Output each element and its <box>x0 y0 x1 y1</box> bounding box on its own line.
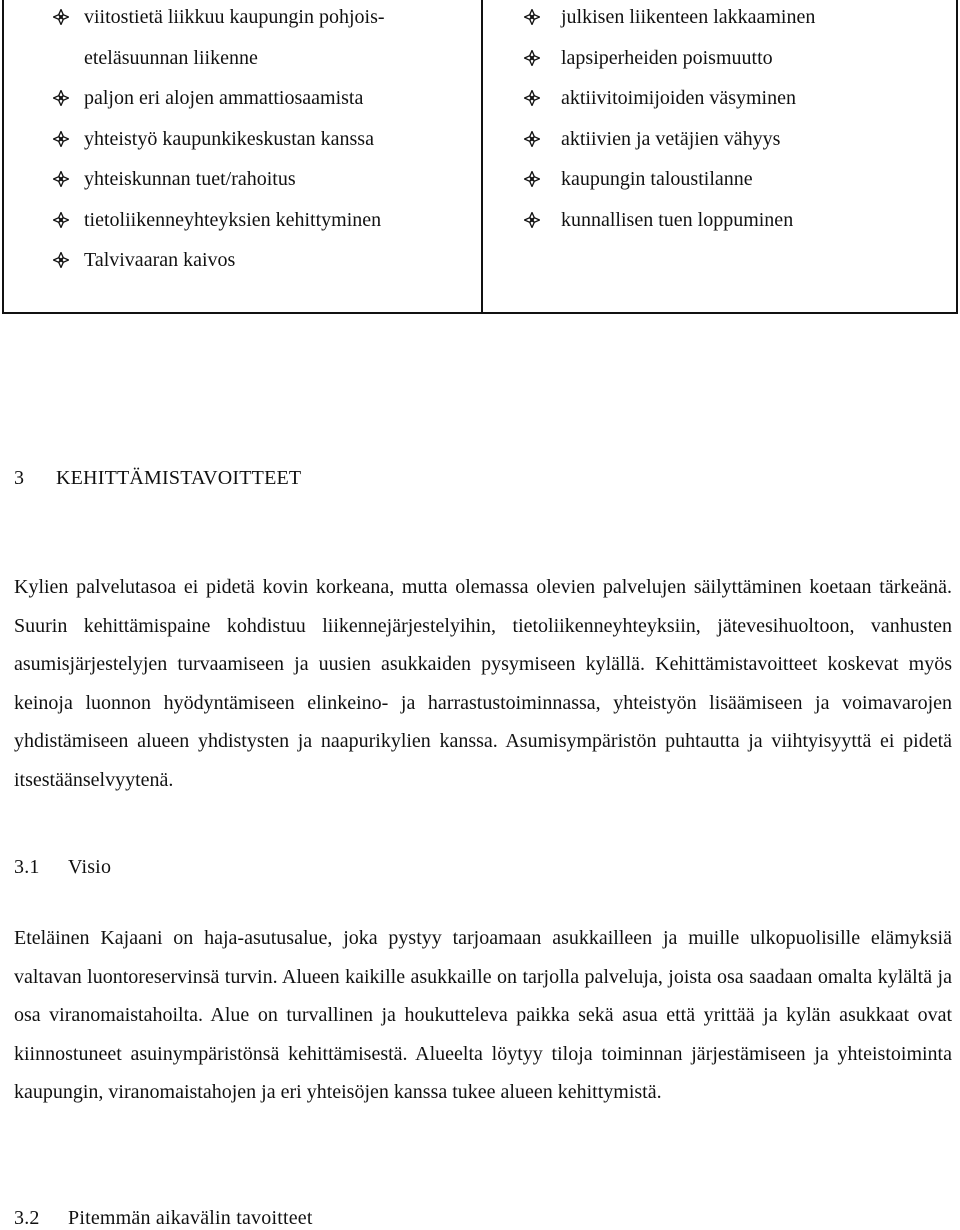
diamond-bullet-icon <box>524 171 540 187</box>
list-item: Talvivaaran kaivos <box>4 240 474 281</box>
section-number: 3.2 <box>14 1207 40 1229</box>
diamond-bullet-icon <box>524 131 540 147</box>
list-item: aktiivitoimijoiden väsyminen <box>483 78 953 119</box>
diamond-bullet-icon <box>524 50 540 66</box>
diamond-bullet-icon <box>53 171 69 187</box>
section-heading-3-1 <box>14 856 111 879</box>
diamond-bullet-icon <box>524 9 540 25</box>
diamond-bullet-icon <box>53 131 69 147</box>
section-3-paragraph: Kylien palvelutasoa ei pidetä kovin korkeana, mutta olemassa olevien palvelujen säilyttäminen koetaan tärkeänä. Suurin kehittämispaine kohdistuu liikennejärjestelyihin, tietoliikenneyhteyksiin, jätevesihuoltoon, vanhusten asumisjärjestelyjen turvaamiseen ja uusien asukkaiden pysymiseen kylällä. Kehittämistavoitteet koskevat myös keinoja luonnon hyödyntämiseen elinkeino- ja harrastustoiminnassa, yhteistyön lisäämiseen ja voimavarojen yhdistämiseen alueen yhdistysten ja naapurikylien kanssa. Asumisympäristön puhtautta ja viihtyisyyttä ei pidetä itsestäänselvyytenä. <box>14 576 952 791</box>
diamond-bullet-icon <box>524 90 540 106</box>
section-title: Pitemmän aikavälin tavoitteet <box>68 1207 313 1229</box>
diamond-bullet-icon <box>524 212 540 228</box>
swot-table <box>2 0 958 314</box>
list-item: paljon eri alojen ammattiosaamista <box>4 78 474 119</box>
list-item: tietoliikenneyhteyksien kehittyminen <box>4 200 474 241</box>
section-heading-3-2 <box>14 1207 313 1230</box>
list-item: yhteiskunnan tuet/rahoitus <box>4 159 474 200</box>
list-item: kaupungin taloustilanne <box>483 159 953 200</box>
section-number: 3 <box>14 467 25 489</box>
section-title: KEHITTÄMISTAVOITTEET <box>56 467 302 489</box>
section-3-1-paragraph: Eteläinen Kajaani on haja-asutusalue, joka pystyy tarjoamaan asukkailleen ja muille ulkopuolisille elämyksiä valtavan luontoreservinsä turvin. Alueen kaikille asukkaille on tarjolla palveluja, joista osa saadaan omalta kylältä ja osa viranomaistahoilta. Alue on turvallinen ja houkutteleva paikka sekä asua että yrittää ja kylän asukkaat ovat kiinnostuneet asuinympäristönsä kehittämisestä. Alueelta löytyy tiloja toiminnan järjestämiseen ja yhteistoiminta kaupungin, viranomaistahojen ja eri yhteisöjen kanssa tukee alueen kehittymistä. <box>14 927 952 1104</box>
diamond-bullet-icon <box>53 252 69 268</box>
list-item: kunnallisen tuen loppuminen <box>483 200 953 241</box>
list-item: aktiivien ja vetäjien vähyys <box>483 119 953 160</box>
list-item: viitostietä liikkuu kaupungin pohjois- <box>4 0 474 38</box>
diamond-bullet-icon <box>53 90 69 106</box>
left-list <box>4 0 474 281</box>
section-title: Visio <box>68 856 112 878</box>
list-item: eteläsuunnan liikenne <box>84 46 258 69</box>
strengths-column <box>4 0 474 281</box>
diamond-bullet-icon <box>53 212 69 228</box>
right-list <box>483 0 953 240</box>
list-item: lapsiperheiden poismuutto <box>483 38 953 79</box>
list-item: yhteistyö kaupunkikeskustan kanssa <box>4 119 474 160</box>
list-item: julkisen liikenteen lakkaaminen <box>483 0 953 38</box>
section-number: 3.1 <box>14 856 40 878</box>
threats-column <box>483 0 953 240</box>
diamond-bullet-icon <box>53 9 69 25</box>
section-heading-3 <box>14 467 301 490</box>
